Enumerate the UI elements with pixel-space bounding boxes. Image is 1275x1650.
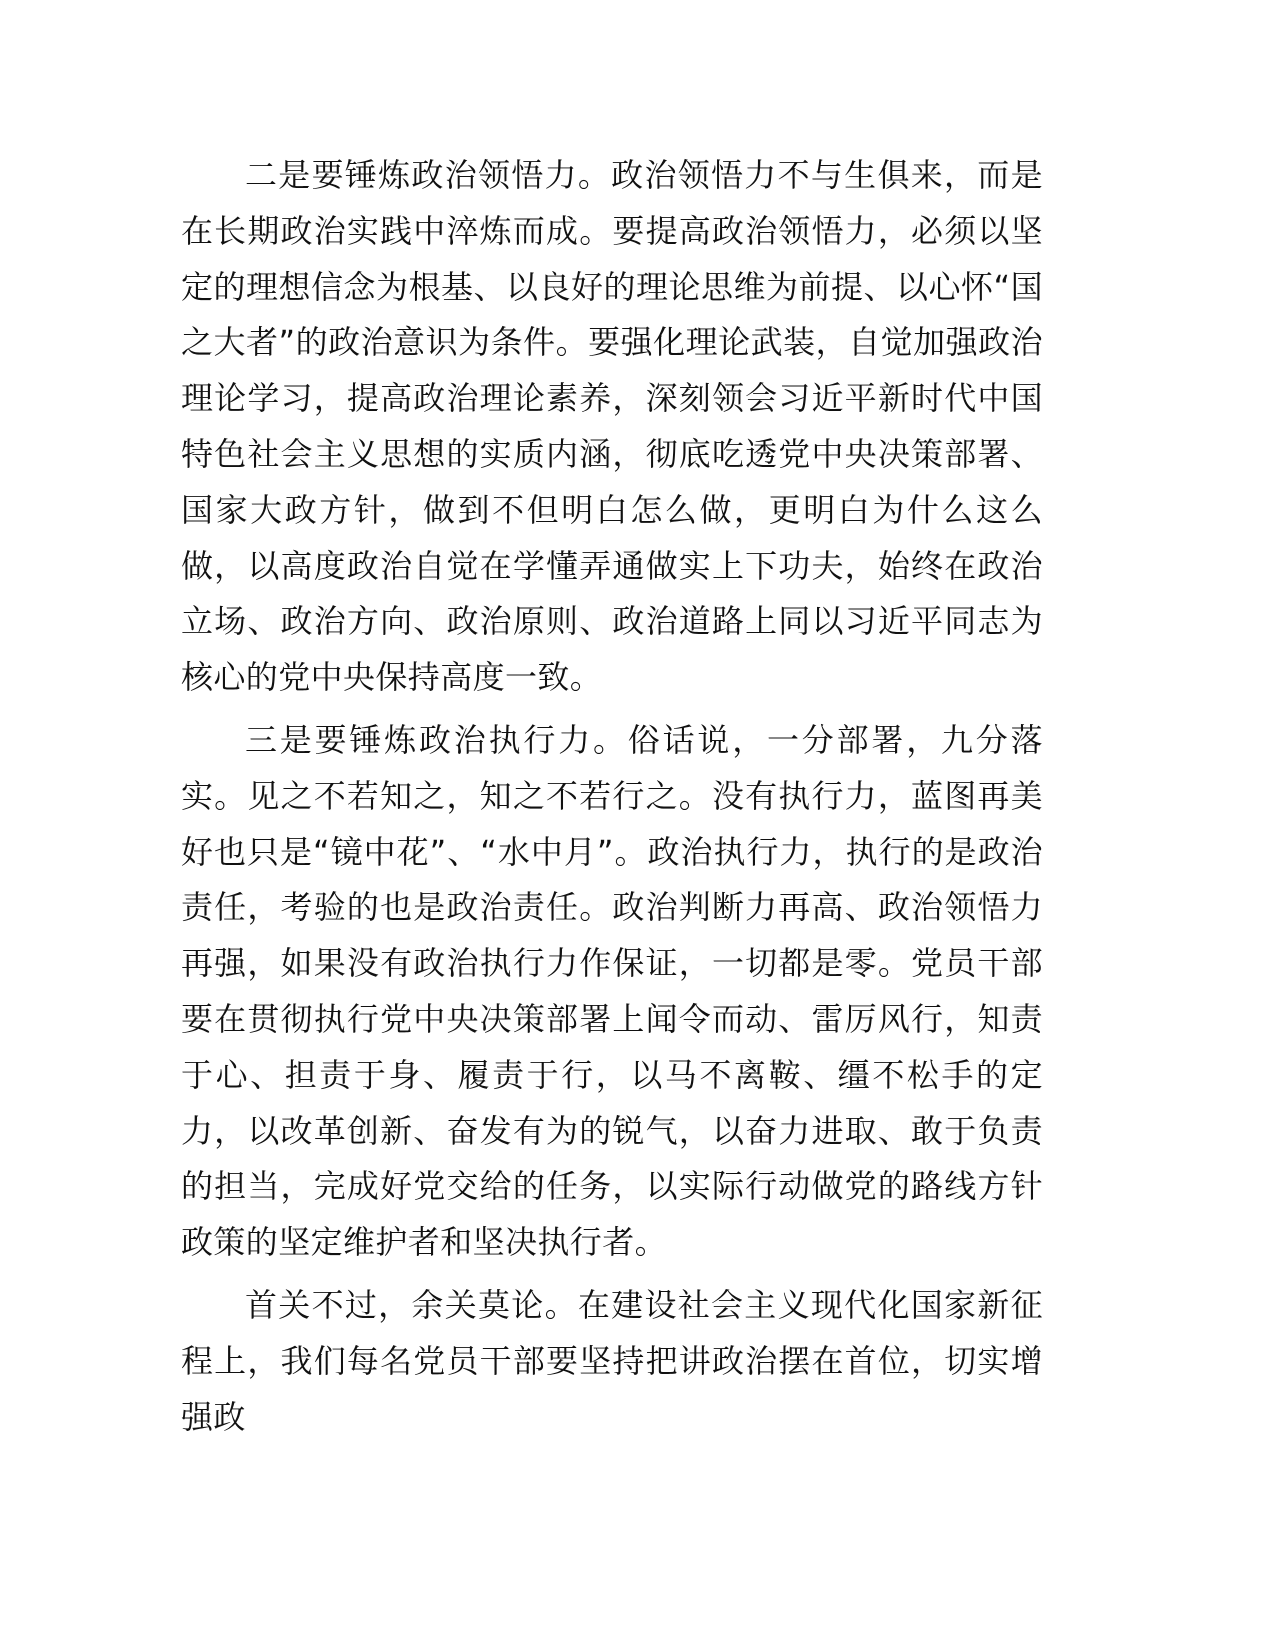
paragraph-political-execution: 三是要锤炼政治执行力。俗话说，一分部署，九分落实。见之不若知之，知之不若行之。没有执行力，蓝图再美好也只是“镜中花”、“水中月”。政治执行力，执行的是政治责任，考验的也是政治责任。政治判断力再高、政治领悟力再强，如果没有政治执行力作保证，一切都是零。党员干部要在贯彻执行党中央决策部署上闻令而动、雷厉风行，知责于心、担责于身、履责于行，以马不离鞍、缰不松手的定力，以改革创新、奋发有为的锐气，以奋力进取、敢于负责的担当，完成好党交给的任务，以实际行动做党的路线方针政策的坚定维护者和坚决执行者。 — [181, 720, 1043, 1262]
body-text — [181, 148, 1043, 1452]
paragraph-conclusion: 首关不过，余关莫论。在建设社会主义现代化国家新征程上，我们每名党员干部要坚持把讲政治摆在首位，切实增强政 — [181, 1285, 1043, 1436]
paragraph-political-comprehension: 二是要锤炼政治领悟力。政治领悟力不与生俱来，而是在长期政治实践中淬炼而成。要提高政治领悟力，必须以坚定的理想信念为根基、以良好的理论思维为前提、以心怀“国之大者”的政治意识为条件。要强化理论武装，自觉加强政治理论学习，提高政治理论素养，深刻领会习近平新时代中国特色社会主义思想的实质内涵，彻底吃透党中央决策部署、国家大政方针，做到不但明白怎么做，更明白为什么这么做，以高度政治自觉在学懂弄通做实上下功夫，始终在政治立场、政治方向、政治原则、政治道路上同以习近平同志为核心的党中央保持高度一致。 — [181, 156, 1043, 697]
